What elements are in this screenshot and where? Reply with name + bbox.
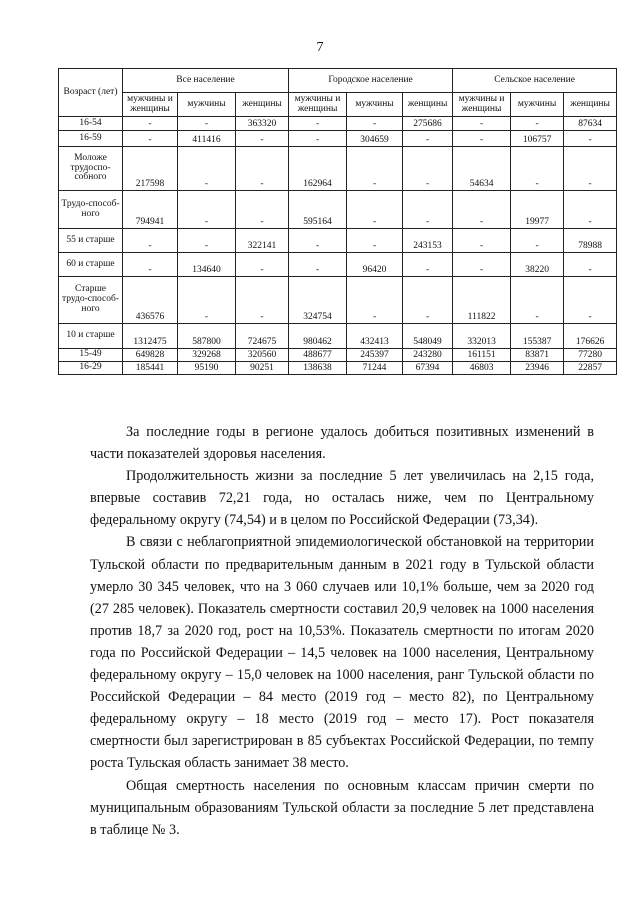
subheader-rural-men: мужчины <box>511 93 564 117</box>
value-cell: - <box>564 147 617 191</box>
value-cell: - <box>403 191 453 229</box>
value-cell: - <box>178 147 236 191</box>
table-row <box>59 147 617 191</box>
table-row <box>59 191 617 229</box>
value-cell: 275686 <box>403 117 453 131</box>
age-cell: 16-29 <box>59 362 123 375</box>
value-cell: 71244 <box>347 362 403 375</box>
age-cell: 16-59 <box>59 131 123 147</box>
value-cell: - <box>511 147 564 191</box>
age-cell: Трудо-способ-ного <box>59 191 123 229</box>
value-cell: - <box>178 277 236 324</box>
value-cell: 19977 <box>511 191 564 229</box>
value-cell: 176626 <box>564 324 617 349</box>
value-cell: 649828 <box>123 349 178 362</box>
value-cell: - <box>453 131 511 147</box>
value-cell: 332013 <box>453 324 511 349</box>
table-row <box>59 253 617 277</box>
value-cell: 243153 <box>403 229 453 253</box>
value-cell: - <box>453 117 511 131</box>
age-cell: 15-49 <box>59 349 123 362</box>
value-cell: 111822 <box>453 277 511 324</box>
value-cell: 322141 <box>236 229 289 253</box>
body-text <box>90 421 594 841</box>
group-header-rural: Сельское население <box>453 69 617 93</box>
value-cell: - <box>347 277 403 324</box>
value-cell: 22857 <box>564 362 617 375</box>
value-cell: 134640 <box>178 253 236 277</box>
value-cell: 87634 <box>564 117 617 131</box>
value-cell: - <box>123 229 178 253</box>
value-cell: 185441 <box>123 362 178 375</box>
value-cell: - <box>564 253 617 277</box>
population-table <box>58 68 617 375</box>
value-cell: 724675 <box>236 324 289 349</box>
value-cell: - <box>289 117 347 131</box>
subheader-all-both: мужчины и женщины <box>123 93 178 117</box>
subheader-urban-both: мужчины и женщины <box>289 93 347 117</box>
value-cell: - <box>511 117 564 131</box>
group-header-all: Все население <box>123 69 289 93</box>
age-cell: Старше трудо-способ-ного <box>59 277 123 324</box>
value-cell: - <box>236 253 289 277</box>
value-cell: 488677 <box>289 349 347 362</box>
value-cell: 138638 <box>289 362 347 375</box>
subheader-urban-women: женщины <box>403 93 453 117</box>
value-cell: 432413 <box>347 324 403 349</box>
value-cell: - <box>347 229 403 253</box>
value-cell: 67394 <box>403 362 453 375</box>
value-cell: 329268 <box>178 349 236 362</box>
value-cell: - <box>236 147 289 191</box>
value-cell: 548049 <box>403 324 453 349</box>
value-cell: 38220 <box>511 253 564 277</box>
value-cell: - <box>347 117 403 131</box>
value-cell: - <box>453 229 511 253</box>
value-cell: - <box>289 131 347 147</box>
value-cell: - <box>453 191 511 229</box>
table-row <box>59 131 617 147</box>
value-cell: 161151 <box>453 349 511 362</box>
age-cell: 10 и старше <box>59 324 123 349</box>
table-body <box>59 117 617 375</box>
value-cell: 162964 <box>289 147 347 191</box>
value-cell: 436576 <box>123 277 178 324</box>
value-cell: 96420 <box>347 253 403 277</box>
value-cell: - <box>236 131 289 147</box>
value-cell: - <box>403 277 453 324</box>
value-cell: 1312475 <box>123 324 178 349</box>
value-cell: - <box>564 191 617 229</box>
value-cell: 155387 <box>511 324 564 349</box>
age-cell: 60 и старше <box>59 253 123 277</box>
value-cell: 46803 <box>453 362 511 375</box>
value-cell: 217598 <box>123 147 178 191</box>
table-row <box>59 362 617 375</box>
paragraph: Общая смертность населения по основным классам причин смерти по муниципальным образованиям Тульской области за последние 5 лет представлена в таблице № 3. <box>90 777 594 838</box>
value-cell: 83871 <box>511 349 564 362</box>
group-header-urban: Городское население <box>289 69 453 93</box>
value-cell: 54634 <box>453 147 511 191</box>
value-cell: - <box>511 229 564 253</box>
value-cell: - <box>178 191 236 229</box>
value-cell: - <box>403 253 453 277</box>
subheader-urban-men: мужчины <box>347 93 403 117</box>
table-row <box>59 277 617 324</box>
paragraph: В связи с неблагоприятной эпидемиологической обстановкой на территории Тульской области по предварительным данным в 2021 году в Тульской области умерло 30 345 человек, что на 3 060 случаев или 10,1% больше, чем за 2020 год (27 285 человек). Показатель смертности составил 20,9 человек на 1000 населения против 18,7 за 2020 год, рост на 10,53%. Показатель смертности по итогам 2020 года по Российской Федерации – 14,5 человек на 1000 населения, Центральному федеральному округу – 15,0 человек на 1000 населения, ранг Тульской области по Российской Федерации – 84 место (2019 год – место 82), по Центральному федеральному округу – 18 место (2019 год – место 17). Рост показателя смертности был зарегистрирован в 85 субъектах Российской Федерации, по темпу роста Тульская область занимает 38 место. <box>90 534 594 772</box>
subheader-rural-both: мужчины и женщины <box>453 93 511 117</box>
value-cell: 595164 <box>289 191 347 229</box>
subheader-rural-women: женщины <box>564 93 617 117</box>
value-cell: - <box>289 229 347 253</box>
age-header: Возраст (лет) <box>59 69 123 117</box>
value-cell: - <box>123 117 178 131</box>
paragraph: За последние годы в регионе удалось добиться позитивных изменений в части показателей здоровья населения. <box>90 424 594 463</box>
value-cell: 411416 <box>178 131 236 147</box>
value-cell: - <box>403 147 453 191</box>
value-cell: - <box>403 131 453 147</box>
value-cell: 794941 <box>123 191 178 229</box>
value-cell: 95190 <box>178 362 236 375</box>
value-cell: 304659 <box>347 131 403 147</box>
table-row <box>59 117 617 131</box>
value-cell: - <box>236 191 289 229</box>
value-cell: - <box>178 117 236 131</box>
value-cell: 77280 <box>564 349 617 362</box>
value-cell: - <box>123 131 178 147</box>
value-cell: - <box>564 277 617 324</box>
age-cell: 55 и старше <box>59 229 123 253</box>
value-cell: - <box>236 277 289 324</box>
age-cell: Моложе трудоспо-собного <box>59 147 123 191</box>
value-cell: 23946 <box>511 362 564 375</box>
value-cell: 243280 <box>403 349 453 362</box>
value-cell: - <box>289 253 347 277</box>
value-cell: 90251 <box>236 362 289 375</box>
value-cell: - <box>453 253 511 277</box>
value-cell: 245397 <box>347 349 403 362</box>
subheader-all-women: женщины <box>236 93 289 117</box>
value-cell: 587800 <box>178 324 236 349</box>
age-cell: 16-54 <box>59 117 123 131</box>
value-cell: - <box>511 277 564 324</box>
value-cell: 980462 <box>289 324 347 349</box>
page-number: 7 <box>316 40 324 55</box>
table-row <box>59 229 617 253</box>
value-cell: - <box>178 229 236 253</box>
value-cell: 320560 <box>236 349 289 362</box>
value-cell: - <box>347 191 403 229</box>
value-cell: 78988 <box>564 229 617 253</box>
paragraph: Продолжительность жизни за последние 5 лет увеличилась на 2,15 года, впервые составив 72,21 года, но осталась ниже, чем по Центральному федеральному округу (74,54) и в целом по Российской Федерации (73,34). <box>90 468 594 529</box>
value-cell: 363320 <box>236 117 289 131</box>
value-cell: - <box>564 131 617 147</box>
subheader-all-men: мужчины <box>178 93 236 117</box>
value-cell: - <box>347 147 403 191</box>
table-row <box>59 349 617 362</box>
table-row <box>59 324 617 349</box>
value-cell: 106757 <box>511 131 564 147</box>
value-cell: - <box>123 253 178 277</box>
value-cell: 324754 <box>289 277 347 324</box>
